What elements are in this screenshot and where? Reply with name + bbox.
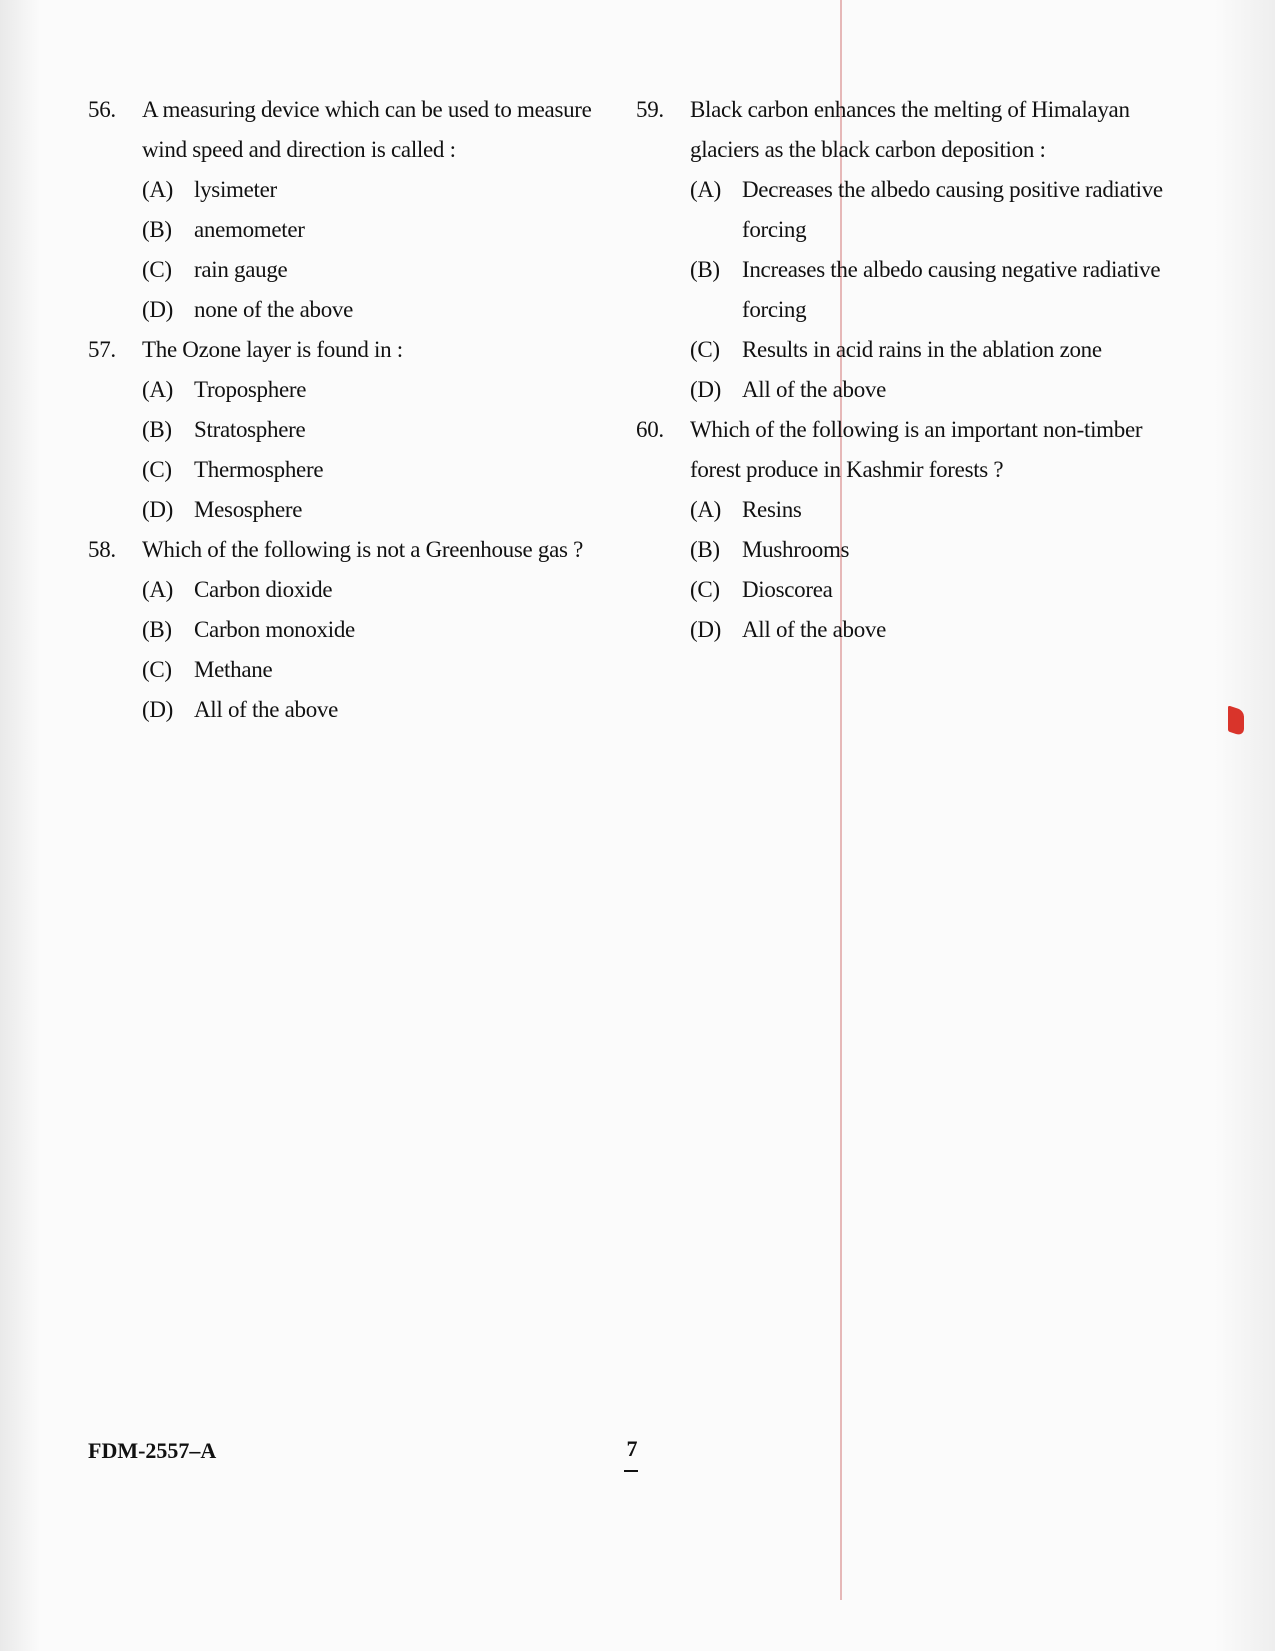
question-number: 57.	[88, 337, 116, 362]
option-b	[636, 530, 1171, 570]
option-text: rain gauge	[194, 257, 288, 282]
option-a	[636, 170, 1171, 250]
question-text: Which of the following is not a Greenhouse gas ?	[142, 537, 584, 562]
question-58	[88, 530, 618, 730]
option-label: (B)	[142, 617, 172, 642]
option-d	[636, 610, 1171, 650]
option-label: (D)	[142, 497, 174, 522]
option-a	[88, 370, 618, 410]
option-text: Increases the albedo causing negative radiative forcing	[742, 257, 1161, 322]
option-text: Troposphere	[194, 377, 307, 402]
option-text: All of the above	[194, 697, 339, 722]
question-text: Which of the following is an important non-timber forest produce in Kashmir forests ?	[690, 417, 1143, 482]
option-d	[88, 290, 618, 330]
option-text: All of the above	[742, 377, 887, 402]
option-a	[88, 170, 618, 210]
page-number-underline	[624, 1470, 638, 1472]
option-label: (D)	[142, 697, 174, 722]
option-text: none of the above	[194, 297, 354, 322]
option-b	[636, 250, 1171, 330]
red-tab-mark	[1228, 705, 1244, 736]
question-number: 56.	[88, 97, 116, 122]
question-57	[88, 330, 618, 530]
option-text: lysimeter	[194, 177, 277, 202]
option-label: (B)	[690, 537, 720, 562]
option-text: Carbon dioxide	[194, 577, 333, 602]
option-text: anemometer	[194, 217, 305, 242]
option-label: (D)	[690, 617, 722, 642]
option-d	[88, 490, 618, 530]
question-number: 60.	[636, 417, 664, 442]
option-label: (A)	[690, 177, 722, 202]
question-number: 58.	[88, 537, 116, 562]
option-label: (C)	[142, 457, 172, 482]
option-text: Resins	[742, 497, 802, 522]
option-text: Dioscorea	[742, 577, 833, 602]
option-text: Stratosphere	[194, 417, 306, 442]
option-label: (C)	[690, 337, 720, 362]
question-60	[636, 410, 1171, 650]
option-c	[88, 650, 618, 690]
option-text: Decreases the albedo causing positive radiative forcing	[742, 177, 1163, 242]
option-text: Carbon monoxide	[194, 617, 355, 642]
question-text: A measuring device which can be used to measure wind speed and direction is called :	[142, 97, 592, 162]
option-a	[88, 570, 618, 610]
option-d	[88, 690, 618, 730]
option-text: All of the above	[742, 617, 887, 642]
option-label: (B)	[142, 217, 172, 242]
option-d	[636, 370, 1171, 410]
left-column	[88, 90, 618, 730]
option-b	[88, 610, 618, 650]
question-text: Black carbon enhances the melting of Himalayan glaciers as the black carbon deposition :	[690, 97, 1130, 162]
option-label: (D)	[690, 377, 722, 402]
option-b	[88, 210, 618, 250]
question-59	[636, 90, 1171, 410]
option-text: Results in acid rains in the ablation zone	[742, 337, 1102, 362]
option-label: (C)	[142, 257, 172, 282]
option-c	[88, 250, 618, 290]
right-column	[636, 90, 1171, 650]
option-label: (A)	[142, 377, 174, 402]
option-text: Methane	[194, 657, 273, 682]
scan-shadow-left	[0, 0, 40, 1651]
option-label: (A)	[142, 177, 174, 202]
paper-code: FDM-2557–A	[88, 1438, 217, 1463]
option-c	[636, 330, 1171, 370]
option-text: Mesosphere	[194, 497, 303, 522]
option-label: (B)	[142, 417, 172, 442]
option-text: Thermosphere	[194, 457, 324, 482]
question-text: The Ozone layer is found in :	[142, 337, 403, 362]
question-56	[88, 90, 618, 330]
option-a	[636, 490, 1171, 530]
option-b	[88, 410, 618, 450]
option-label: (A)	[142, 577, 174, 602]
option-label: (C)	[142, 657, 172, 682]
page-number: 7	[626, 1436, 638, 1461]
option-label: (B)	[690, 257, 720, 282]
option-c	[88, 450, 618, 490]
question-number: 59.	[636, 97, 664, 122]
option-text: Mushrooms	[742, 537, 850, 562]
option-label: (D)	[142, 297, 174, 322]
scan-shadow-right	[1215, 0, 1275, 1651]
option-label: (A)	[690, 497, 722, 522]
option-c	[636, 570, 1171, 610]
option-label: (C)	[690, 577, 720, 602]
